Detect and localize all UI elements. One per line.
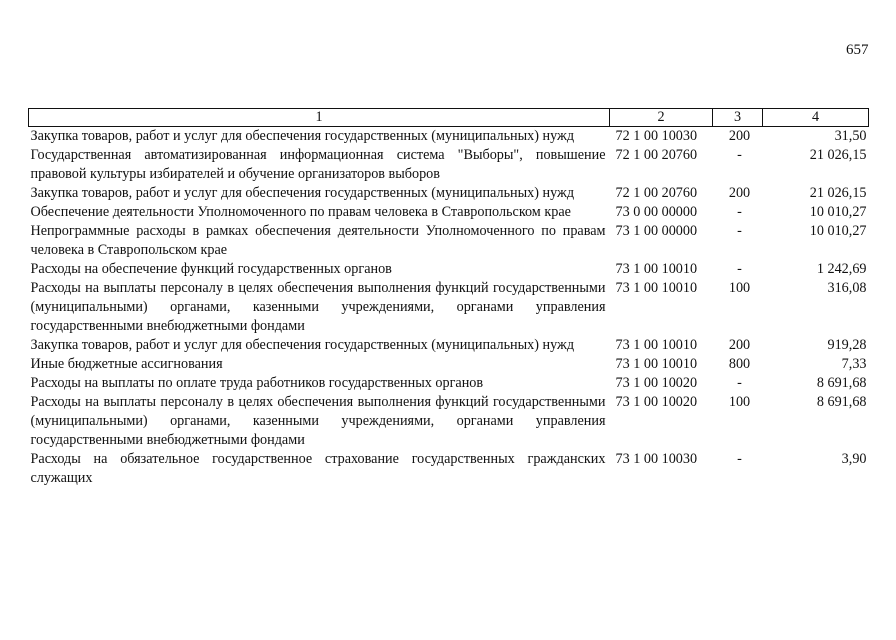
row-expense-type: - [737,204,742,220]
row-expense-type: - [737,261,742,277]
row-code: 72 1 00 10030 [615,128,698,144]
row-code: 73 1 00 10020 [615,394,698,410]
row-expense-type: 100 [728,280,751,296]
row-name: Закупка товаров, работ и услуг для обеспечения государственных (муниципальных) нужд [30,128,575,144]
header-col-3: 3 [713,109,763,127]
row-name: Расходы на обязательное государственное страхование государственных гражданских служащих [30,451,606,486]
table-row [29,393,869,450]
row-code: 73 1 00 10010 [615,356,698,372]
row-amount: 8 691,68 [816,375,867,391]
table-row [29,127,869,147]
row-name: Расходы на выплаты персоналу в целях обеспечения выполнения функций государственными (муниципальными) органами, казенными учреждениями, органами управления государственными внебюджетными фондами [30,394,606,448]
row-code: 73 1 00 10030 [615,451,698,467]
row-code: 73 1 00 10010 [615,280,698,296]
table-row [29,146,869,184]
row-amount: 21 026,15 [809,185,867,201]
row-name: Закупка товаров, работ и услуг для обеспечения государственных (муниципальных) нужд [30,185,575,201]
table-header-row [29,109,869,127]
row-name: Непрограммные расходы в рамках обеспечения деятельности Уполномоченного по правам человека в Ставропольском крае [30,223,606,258]
budget-table [28,108,869,488]
row-expense-type: - [737,375,742,391]
table-row [29,222,869,260]
row-name: Расходы на обеспечение функций государственных органов [30,261,392,277]
row-amount: 919,28 [827,337,867,353]
row-code: 73 1 00 10010 [615,261,698,277]
row-expense-type: 800 [728,356,751,372]
table-row [29,260,869,279]
header-col-4: 4 [763,109,869,127]
row-amount: 31,50 [834,128,867,144]
header-col-1: 1 [29,109,610,127]
row-expense-type: - [737,147,742,163]
row-name: Иные бюджетные ассигнования [30,356,223,372]
table-row [29,450,869,488]
row-amount: 1 242,69 [816,261,867,277]
table-row [29,355,869,374]
row-amount: 10 010,27 [809,223,867,239]
row-expense-type: 200 [728,128,751,144]
row-name: Обеспечение деятельности Уполномоченного по правам человека в Ставропольском крае [30,204,571,220]
page-number: 657 [846,42,869,58]
table-row [29,203,869,222]
table-row [29,336,869,355]
table-body [29,127,869,489]
row-name: Государственная автоматизированная информационная система "Выборы", повышение правовой культуры избирателей и обучение организаторов выборов [30,147,606,182]
row-name: Расходы на выплаты персоналу в целях обеспечения выполнения функций государственными (муниципальными) органами, казенными учреждениями, органами управления государственными внебюджетными фондами [30,280,606,334]
row-code: 72 1 00 20760 [615,147,698,163]
row-expense-type: 100 [728,394,751,410]
row-expense-type: 200 [728,337,751,353]
row-code: 73 1 00 00000 [615,223,698,239]
row-code: 73 0 00 00000 [615,204,698,220]
row-amount: 7,33 [841,356,867,372]
row-code: 73 1 00 10020 [615,375,698,391]
row-code: 73 1 00 10010 [615,337,698,353]
row-amount: 3,90 [841,451,867,467]
row-name: Закупка товаров, работ и услуг для обеспечения государственных (муниципальных) нужд [30,337,575,353]
row-expense-type: 200 [728,185,751,201]
table-row [29,184,869,203]
row-expense-type: - [737,451,742,467]
row-amount: 8 691,68 [816,394,867,410]
row-name: Расходы на выплаты по оплате труда работников государственных органов [30,375,484,391]
row-amount: 21 026,15 [809,147,867,163]
table-row [29,374,869,393]
row-code: 72 1 00 20760 [615,185,698,201]
row-expense-type: - [737,223,742,239]
row-amount: 316,08 [827,280,867,296]
header-col-2: 2 [610,109,713,127]
row-amount: 10 010,27 [809,204,867,220]
table-row [29,279,869,336]
